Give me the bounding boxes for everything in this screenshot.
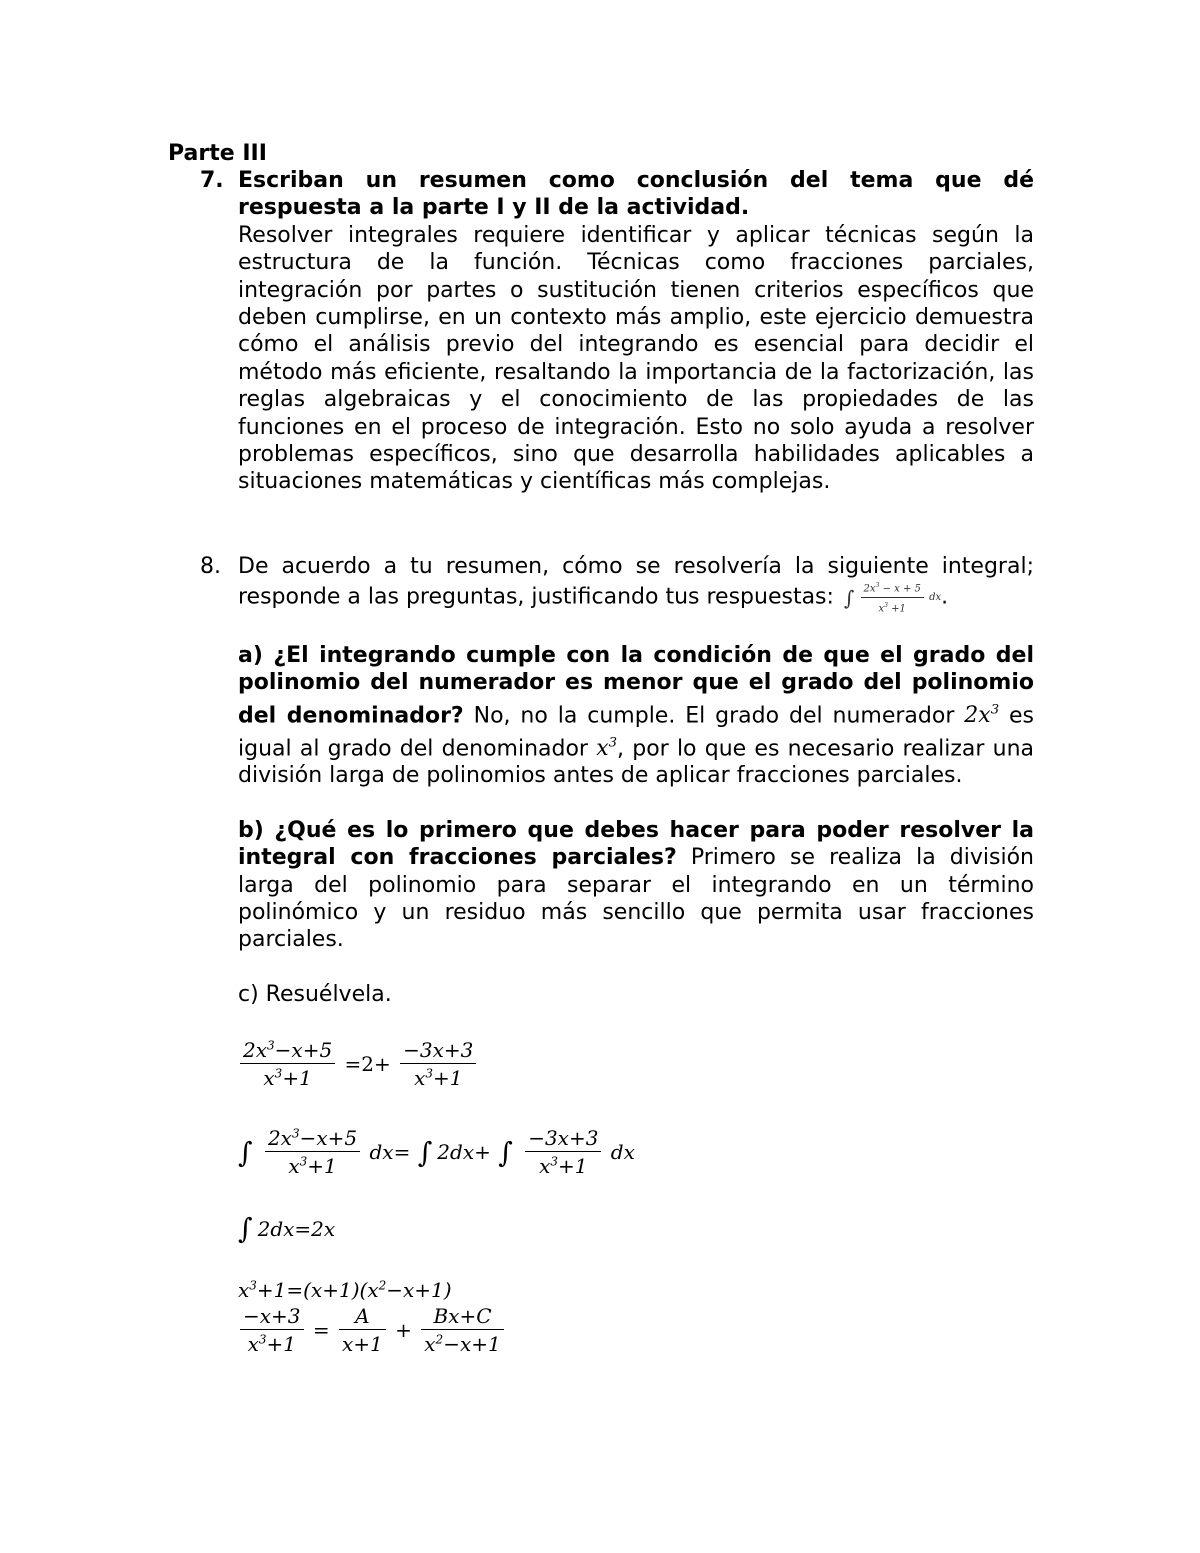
part-b-answer: Primero se realiza la división larga del polinomio para separar el integrando en un término polinómico y un residuo más sencillo que permita usar fracciones parciales.: [238, 845, 1034, 953]
question-8-intro-text: De acuerdo a tu resumen, cómo se resolvería la siguiente integral; responde a las preguntas, justificando tus respuestas:: [238, 554, 1034, 610]
part-a: [238, 642, 1034, 790]
inline-integral-formula: ∫ $\frac{2x^3 - x + 5}{x^3 +1}$ dx: [843, 582, 942, 615]
question-7-answer: Resolver integrales requiere identificar y aplicar técnicas según la estructura de la función. Técnicas como fracciones parciales, integración por partes o sustitución tienen criterios específicos que deben cumplirse, en un contexto más amplio, este ejercicio demuestra cómo el análisis previo del integrando es esencial para decidir el método más eficiente, resaltando la importancia de la factorización, las reglas algebraicas y el conocimiento de las propiedades de las funciones en el proceso de integración. Esto no solo ayuda a resolver problemas específicos, sino que desarrolla habilidades aplicables a situaciones matemáticas y científicas más complejas.: [238, 222, 1034, 495]
part-c-label: c) Resuélvela.: [238, 981, 392, 1007]
denominator-degree-term: $x^3$: [596, 735, 618, 761]
equation-division-result: $\frac{2x^3-x+5}{x^3+1}$ =2+ $\frac{-3x+3}{x^3+1}$: [238, 1038, 478, 1090]
question-8-intro: [238, 553, 1034, 615]
question-7: [168, 167, 1034, 496]
equation-partial-fractions: $\frac{-x+3}{x^3+1}$ = $\frac{A}{x+1}$ + $\frac{Bx+C}{x^2-x+1}$: [238, 1304, 506, 1356]
part-b: [238, 817, 1034, 954]
equation-factorization: $x^3+1=(x+1)(x^2-x+1)$: [238, 1278, 452, 1302]
part-a-answer-3: , por lo que es necesario realizar una división larga de polinomios antes de aplicar fracciones parciales.: [238, 735, 1034, 789]
part-a-question: a) ¿El integrando cumple con la condición de que el grado del polinomio del numerador es menor que el grado del polinomio del denominador?: [238, 643, 1034, 729]
equation-integral-split: ∫ $\frac{2x^3-x+5}{x^3+1}$ dx= ∫ 2dx+ ∫ $\frac{-3x+3}{x^3+1}$ dx: [238, 1126, 635, 1178]
question-8-number: 8.: [200, 554, 221, 579]
section-heading: Parte III: [168, 141, 267, 166]
question-8: [168, 553, 1034, 1008]
equation-integral-constant: ∫ 2dx=2x: [238, 1212, 336, 1245]
intro-period: .: [941, 584, 949, 610]
question-7-text: Escriban un resumen como conclusión del tema que dé respuesta a la parte I y II de la actividad.: [238, 168, 1034, 221]
part-a-answer-1: No, no la cumple. El grado del numerador: [473, 703, 955, 729]
part-b-question: b) ¿Qué es lo primero que debes hacer para poder resolver la integral con fracciones parciales?: [238, 817, 1034, 871]
question-7-number: 7.: [200, 168, 224, 193]
numerator-degree-term: $2x^3$: [964, 702, 1000, 729]
part-a-answer-2: es igual al grado del denominador: [238, 703, 1035, 761]
